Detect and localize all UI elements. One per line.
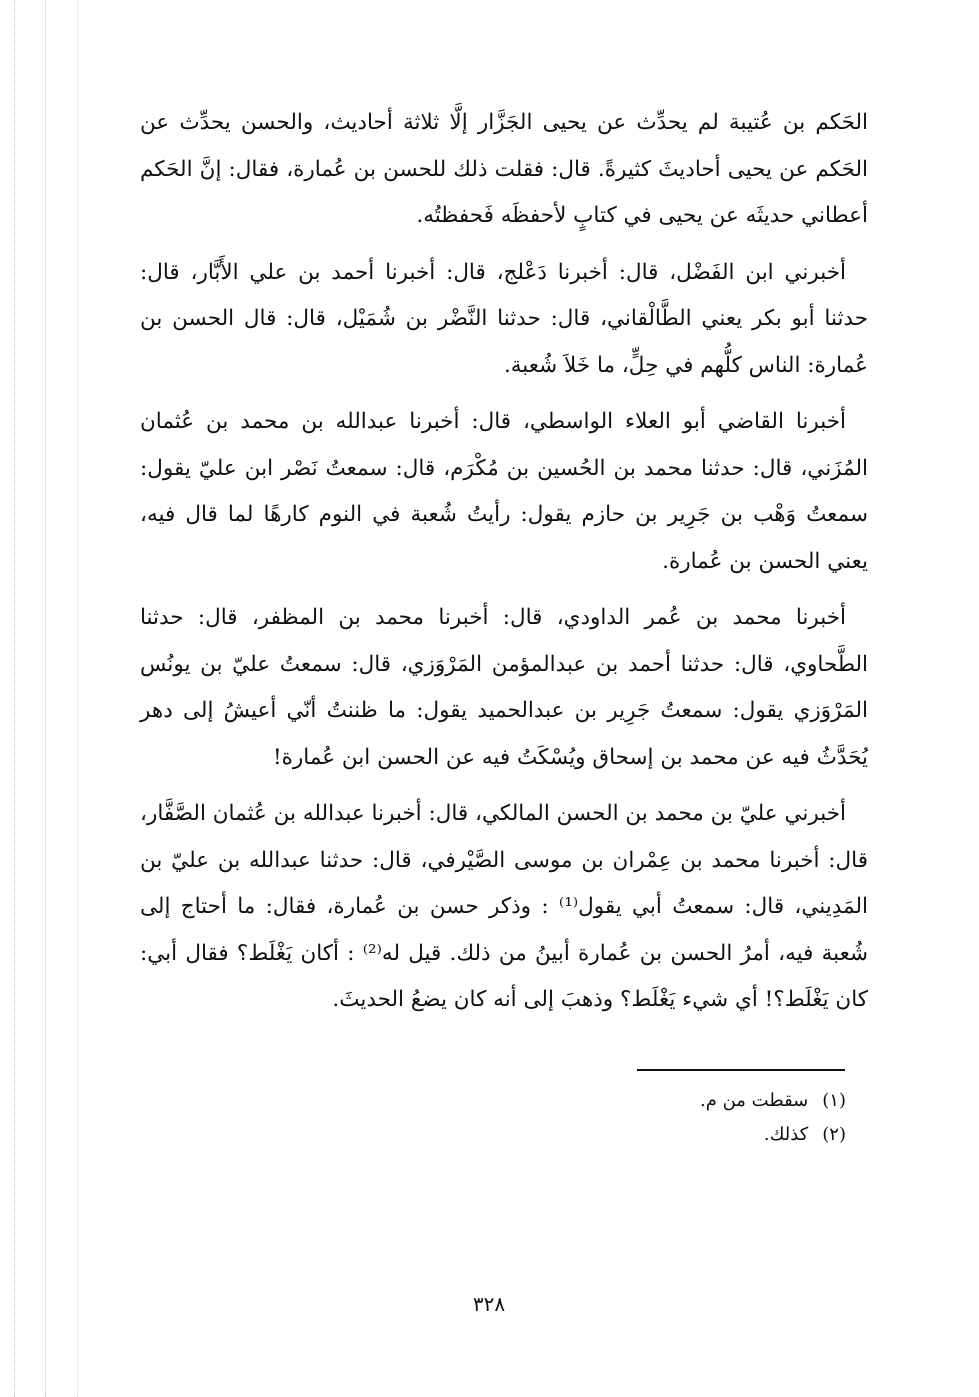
paragraph-3: أخبرنا القاضي أبو العلاء الواسطي، قال: أخبرنا عبدالله بن محمد بن عُثمان المُزَني، قال: حدثنا محمد بن الحُسين بن مُكْرَم، قال: سمعتُ نَصْر ابن عليّ يقول: سمعتُ وَهْب بن جَرِير بن حازم يقول: رأيتُ شُعبة في النوم كارهًا لما قال فيه، يعني الحسن بن عُمارة. — [140, 409, 868, 574]
scan-margin-inner-dots — [45, 0, 46, 1397]
footnote-1 — [540, 1084, 846, 1118]
paragraph-5: أخبرني عليّ بن محمد بن الحسن المالكي، قال: أخبرنا عبدالله بن عُثمان الصَّفَّار، قال: أخبرنا محمد بن عِمْران بن موسى الصَّيْرفي، قال: حدثنا عبدالله بن عليّ بن المَدِيني، قال: سمعتُ أبي يقول⁽¹⁾ : وذكر حسن بن عُمارة، فقال: ما أحتاج إلى شُعبة فيه، أمرُ الحسن بن عُمارة أبينُ من ذلك. قيل له⁽²⁾ : أكان يَغْلَط؟ فقال أبي: كان يَغْلَط؟! أي شيء يَغْلَط؟ وذهبَ إلى أنه كان يضعُ الحديثَ. — [140, 801, 869, 1012]
footnote-divider — [637, 1069, 845, 1071]
paragraph-2: أخبرني ابن الفَضْل، قال: أخبرنا دَعْلج، قال: أخبرنا أحمد بن علي الأَبَّار، قال: حدثنا أبو بكر يعني الطَّالْقاني، قال: حدثنا النَّضْر بن شُمَيْل، قال: قال الحسن بن عُمارة: الناس كلُّهم في حِلٍّ، ما خَلاَ شُعبة. — [140, 259, 868, 378]
footnote-2 — [540, 1118, 846, 1152]
page-body — [140, 100, 868, 1034]
scan-margin-dots — [14, 0, 78, 1397]
footnote-number: (٢) — [822, 1124, 846, 1145]
paragraph-1: الحَكم بن عُتيبة لم يحدِّث عن يحيى الجَزَّار إلَّا ثلاثة أحاديث، والحسن يحدِّث عن الحَكم عن يحيى أحاديثَ كثيرةً. قال: فقلت ذلك للحسن بن عُمارة، فقال: إنَّ الحَكم أعطاني حديثَه عن يحيى في كتابٍ لأحفظَه فَحفظتُه. — [140, 110, 868, 228]
footnote-text: سقطت من م. — [699, 1090, 809, 1111]
footnotes — [540, 1084, 846, 1152]
footnote-number: (١) — [822, 1090, 846, 1111]
page-number: ٣٢٨ — [472, 1292, 506, 1316]
footnote-text: كذلك. — [763, 1124, 809, 1145]
paragraph-4: أخبرنا محمد بن عُمر الداودي، قال: أخبرنا محمد بن المظفر، قال: حدثنا الطَّحاوي، قال: حدثنا أحمد بن عبدالمؤمن المَرْوَزي، قال: سمعتُ عليّ بن يونُس المَرْوَزي يقول: سمعتُ جَرِير بن عبدالحميد يقول: ما ظننتُ أنّي أعيشُ إلى دهر يُحَدَّثُ فيه عن محمد بن إسحاق ويُسْكَتُ فيه عن الحسن ابن عُمارة! — [140, 605, 868, 770]
